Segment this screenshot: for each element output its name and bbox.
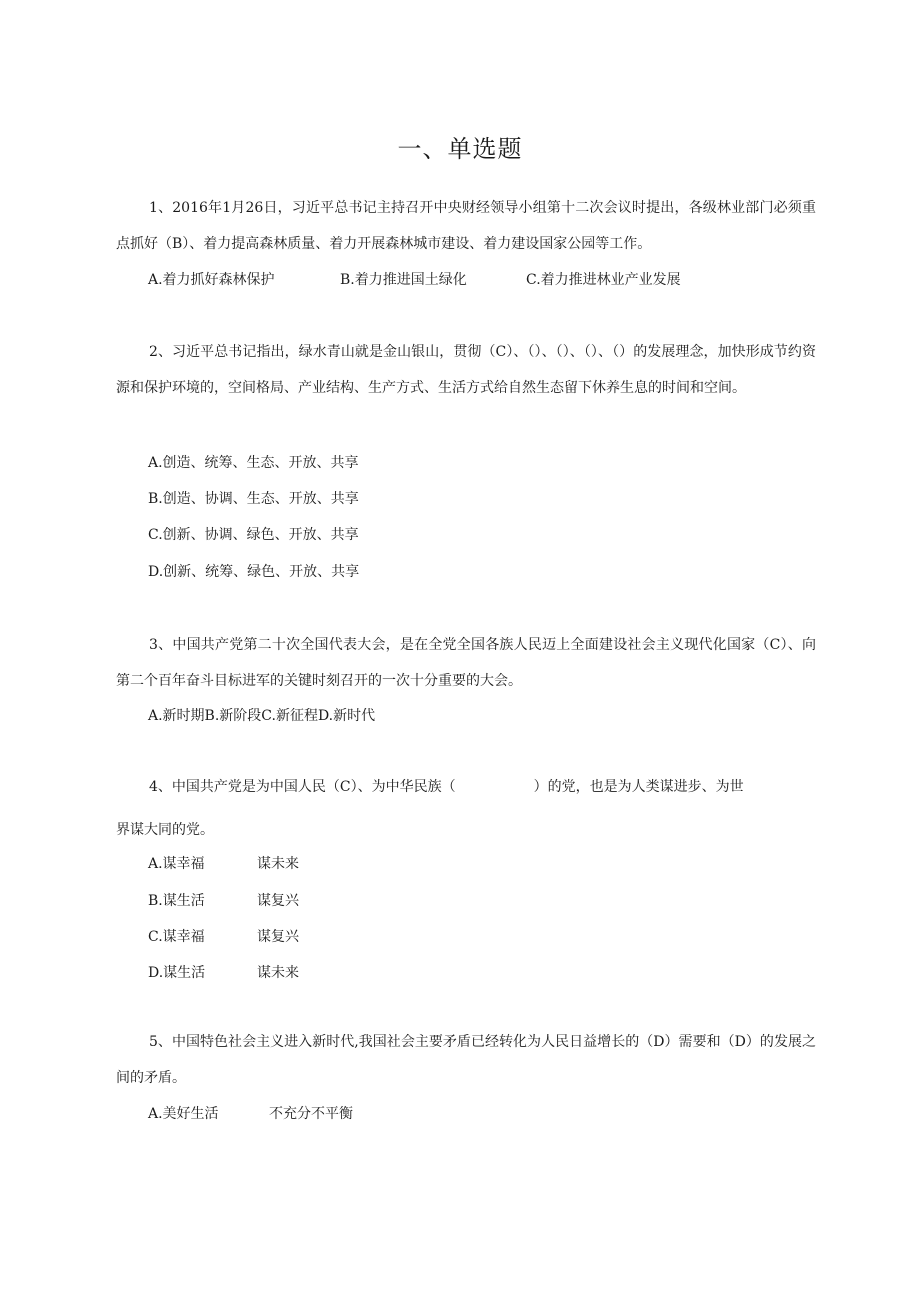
- question-1-option-a: A.着力抓好森林保护: [148, 272, 275, 288]
- question-2-stem: 2、习近平总书记指出，绿水青山就是金山银山，贯彻（C）、（）、（）、（）、（）的发展理念，加快形成节约资源和保护环境的，空间格局、产业结构、生产方式、生活方式给自然生态留下休养生息的时间和空间。: [116, 344, 816, 396]
- question-4-stem-line-2: 界谋大同的党。: [116, 822, 214, 838]
- question-4-option-a-second: 谋未来: [257, 856, 299, 872]
- question-4-stem-part-2: ）的党，也是为人类谋进步、为世: [533, 779, 744, 795]
- question-4-option-b-first: B.谋生活: [148, 893, 205, 909]
- question-1-option-c: C.着力推进林业产业发展: [526, 272, 681, 288]
- question-4-stem-part-1: 4、中国共产党是为中国人民（C）、为中华民族（: [149, 779, 456, 795]
- question-4-option-d: [148, 961, 205, 985]
- question-3-stem: 3、中国共产党第二十次全国代表大会，是在全党全国各族人民迈上全面建设社会主义现代化国家（C）、向第二个百年奋斗目标进军的关键时刻召开的一次十分重要的大会。: [116, 637, 816, 689]
- question-1-stem: 1、2016年1月26日，习近平总书记主持召开中央财经领导小组第十二次会议时提出，各级林业部门必须重点抓好（B）、着力提高森林质量、着力开展森林城市建设、着力建设国家公园等工作。: [116, 200, 816, 252]
- question-2-option-d: D.创新、统筹、绿色、开放、共享: [148, 564, 360, 580]
- question-4-option-b-second: 谋复兴: [257, 893, 299, 909]
- section-title: 一、单选题: [397, 135, 523, 163]
- question-3-options: A.新时期B.新阶段C.新征程D.新时代: [148, 708, 376, 724]
- question-5-stem: 5、中国特色社会主义进入新时代,我国社会主要矛盾已经转化为人民日益增长的（D）需要和（D）的发展之间的矛盾。: [116, 1034, 816, 1086]
- question-2-option-c: C.创新、协调、绿色、开放、共享: [148, 527, 359, 543]
- question-5-option-a-first: A.美好生活: [148, 1106, 219, 1122]
- question-4-option-c-first: C.谋幸福: [148, 929, 205, 945]
- question-2-option-a: A.创造、统筹、生态、开放、共享: [148, 455, 359, 471]
- question-4-stem-line-1: [149, 775, 744, 799]
- question-1-option-b: B.着力推进国土绿化: [340, 272, 467, 288]
- question-2-option-b: B.创造、协调、生态、开放、共享: [148, 491, 359, 507]
- question-4-option-a: [148, 852, 205, 876]
- question-4-option-d-first: D.谋生活: [148, 965, 206, 981]
- question-4-option-c: [148, 925, 205, 949]
- question-4-option-b: [148, 889, 205, 913]
- question-4-option-d-second: 谋未来: [257, 965, 299, 981]
- question-4-option-a-first: A.谋幸福: [148, 856, 205, 872]
- question-5-option-a-second: 不充分不平衡: [269, 1106, 353, 1122]
- question-4-option-c-second: 谋复兴: [257, 929, 299, 945]
